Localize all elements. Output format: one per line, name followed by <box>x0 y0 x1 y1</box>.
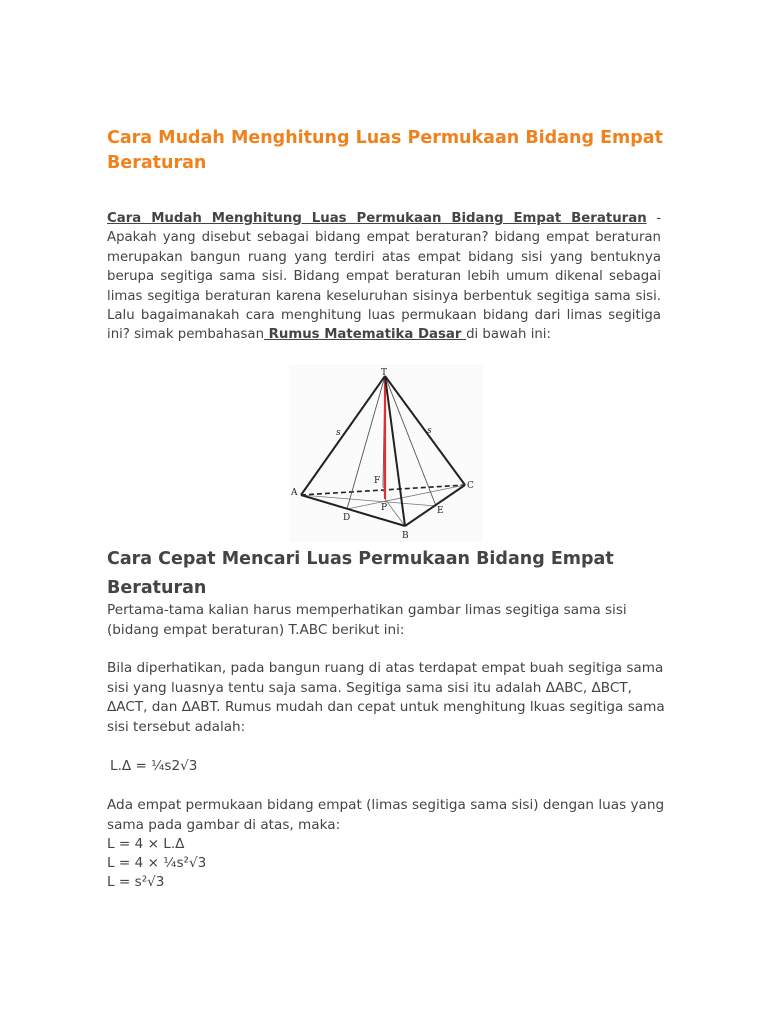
label-s-right: s <box>427 426 432 436</box>
intro-text: - Apakah yang disebut sebagai bidang empat beraturan? bidang empat beraturan merupakan bangun ruang yang terdiri atas empat bidang sisi yang bentuknya berupa segitiga sama sisi. Bidang empat beraturan lebih umum dikenal sebagai limas segitiga beraturan karena keseluruhan sisinya berbentuk segitiga sama sisi. Lalu bagaimanakah cara menghitung luas permukaan bidang dari limas segitiga ini? simak pembahasan <box>107 211 661 343</box>
label-b: B <box>402 531 409 541</box>
section-heading: Cara Cepat Mencari Luas Permukaan Bidang Empat Beraturan <box>107 549 614 598</box>
formula-line-2: L = 4 × ¼s²√3 <box>107 855 207 871</box>
paragraph-triangles: Bila diperhatikan, pada bangun ruang di atas terdapat empat buah segitiga sama sisi yang luasnya tentu saja sama. Segitiga sama sisi itu adalah ΔABC, ΔBCT, ΔACT, dan ΔABT. Rumus mudah dan cepat untuk menghitung lkuas segitiga sama sisi tersebut adalah: <box>107 660 665 735</box>
paragraph-intro-figure: Pertama-tama kalian harus memperhatikan gambar limas segitiga sama sisi (bidang empat beraturan) T.ABC berikut ini: <box>107 602 627 638</box>
intro-paragraph <box>107 209 661 345</box>
formula-line-3: L = s²√3 <box>107 874 165 890</box>
intro-text-end: di bawah ini: <box>466 327 551 343</box>
label-e: E <box>437 506 444 516</box>
rumus-matematika-link[interactable]: Rumus Matematika Dasar <box>264 327 467 343</box>
label-p: P <box>381 503 388 513</box>
tetrahedron-figure <box>289 364 483 542</box>
tetrahedron-diagram <box>289 364 483 542</box>
label-t: T <box>381 368 388 378</box>
page-title: Cara Mudah Menghitung Luas Permukaan Bidang Empat Beraturan <box>107 128 663 173</box>
label-d: D <box>343 513 351 523</box>
label-s-left: s <box>336 428 341 438</box>
formula-triangle-area: L.Δ = ¼s2√3 <box>110 758 198 774</box>
label-a: A <box>291 488 298 498</box>
label-c: C <box>467 481 474 491</box>
intro-title-link[interactable]: Cara Mudah Menghitung Luas Permukaan Bidang Empat Beraturan <box>107 211 647 226</box>
paragraph-four-faces: Ada empat permukaan bidang empat (limas segitiga sama sisi) dengan luas yang sama pada gambar di atas, maka: <box>107 797 665 833</box>
label-f: F <box>374 476 381 486</box>
formula-line-1: L = 4 × L.Δ <box>107 836 185 852</box>
